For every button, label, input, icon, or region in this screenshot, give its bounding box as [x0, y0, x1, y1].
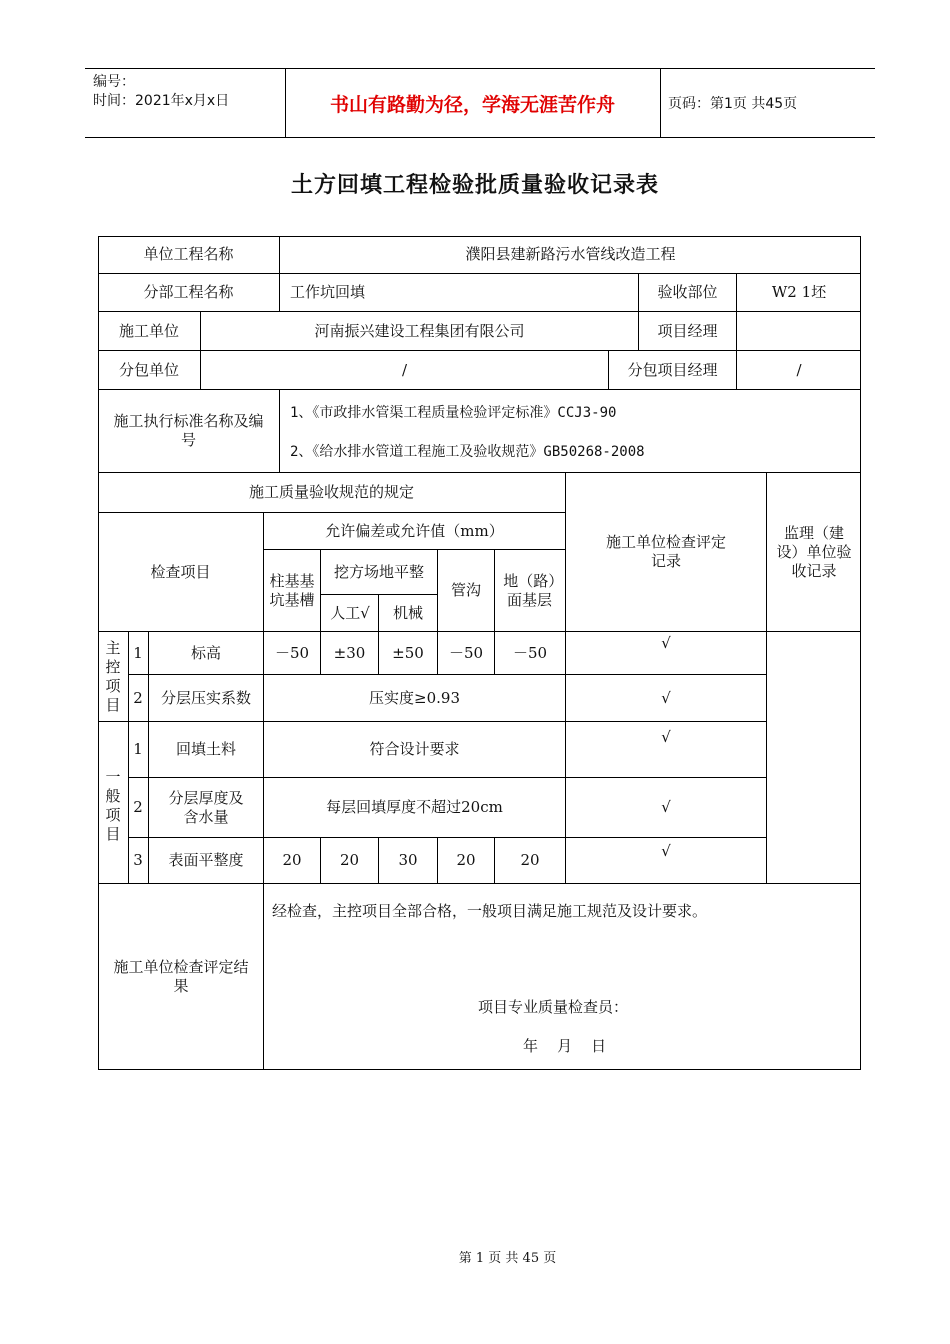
- col-machine: 机械: [392, 603, 423, 622]
- supervisor-check-header: 监理（建设）单位验收记录: [776, 523, 852, 580]
- row-value: 20: [282, 851, 302, 869]
- row-name: 表面平整度: [168, 851, 244, 869]
- row-no: 1: [133, 740, 143, 758]
- row-name: 回填土料: [175, 740, 236, 758]
- check-mark: √: [661, 727, 671, 746]
- row-value: 30: [398, 851, 418, 869]
- row-value: 20: [520, 851, 540, 869]
- inspection-form: [98, 236, 861, 1070]
- subcontractor-label: 分包单位: [118, 360, 179, 379]
- row-value: ±30: [333, 643, 366, 662]
- unit-project-label: 单位工程名称: [143, 245, 234, 263]
- page-footer: 第 1 页 共 45 页: [458, 1251, 557, 1266]
- page-header: [85, 68, 875, 138]
- row-value: －50: [512, 643, 548, 662]
- contractor-check-header: 施工单位检查评定记录: [605, 533, 726, 570]
- sub-project-label: 分部工程名称: [143, 283, 234, 301]
- col-road: 地（路）面基层: [503, 571, 556, 609]
- main-items-group: 主控项目: [105, 638, 121, 714]
- row-value: －50: [274, 643, 310, 662]
- row-name: 分层厚度及含水量: [168, 788, 244, 826]
- pm-value: [737, 312, 861, 350]
- sub-pm-value: /: [796, 360, 802, 379]
- row-no: 3: [133, 851, 143, 869]
- sub-project-value: 工作坑回填: [290, 283, 366, 301]
- col-excavation: 挖方场地平整: [333, 562, 424, 581]
- row-value: －50: [448, 643, 484, 662]
- col-trench: 管沟: [450, 581, 481, 599]
- row-value: 20: [339, 851, 360, 869]
- result-label: 施工单位检查评定结果: [113, 958, 249, 995]
- number-label: 编号：: [93, 74, 135, 90]
- row-merged-value: 每层回填厚度不超过20cm: [326, 798, 503, 816]
- sub-pm-label: 分包项目经理: [627, 360, 718, 379]
- row-value: 20: [456, 851, 476, 869]
- inspector-label: 项目专业质量检查员：: [478, 997, 629, 1016]
- page-info: 页码：第1页 共45页: [668, 96, 798, 112]
- contractor-label: 施工单位: [118, 321, 179, 340]
- spec-header: 施工质量验收规范的规定: [248, 483, 414, 501]
- subcontractor-value: /: [401, 360, 408, 379]
- check-mark: √: [661, 798, 671, 816]
- standard-label: 施工执行标准名称及编号: [113, 412, 264, 449]
- general-items-group: 一般项目: [105, 768, 121, 843]
- header-meta: [93, 73, 229, 111]
- page-title: 土方回填工程检验批质量验收记录表: [290, 173, 659, 198]
- pm-label: 项目经理: [657, 321, 718, 340]
- row-no: 1: [133, 643, 143, 662]
- contractor-value: 河南振兴建设工程集团有限公司: [314, 321, 525, 340]
- check-item-header: 检查项目: [150, 562, 211, 581]
- col-pit: 柱基基坑基槽: [269, 571, 315, 609]
- row-name: 标高: [190, 643, 221, 662]
- check-mark: √: [661, 841, 671, 860]
- check-mark: √: [661, 633, 671, 652]
- row-merged-value: 符合设计要求: [369, 740, 460, 758]
- unit-project-value: 濮阳县建新路污水管线改造工程: [465, 245, 676, 263]
- accept-part-label: 验收部位: [657, 283, 718, 301]
- result-text: 经检查，主控项目全部合格，一般项目满足施工规范及设计要求。: [272, 901, 708, 920]
- standard-1: 1、《市政排水管渠工程质量检验评定标准》CCJ3-90: [290, 404, 617, 421]
- accept-part-value: W2 1坯: [771, 283, 827, 301]
- tolerance-header: 允许偏差或允许值（mm）: [325, 521, 504, 540]
- header-divider: [660, 69, 661, 137]
- check-mark: √: [661, 688, 671, 707]
- sign-date: 年 月 日: [523, 1036, 607, 1055]
- time-label: 时间：2021年x月x日: [93, 93, 230, 109]
- standard-2: 2、《给水排水管道工程施工及验收规范》GB50268-2008: [290, 443, 645, 460]
- row-name: 分层压实系数: [160, 688, 251, 707]
- row-value: ±50: [392, 643, 424, 662]
- row-no: 2: [133, 688, 143, 707]
- row-merged-value: 压实度≥0.93: [369, 688, 460, 707]
- row-no: 2: [133, 798, 143, 816]
- col-manual: 人工√: [330, 603, 370, 622]
- slogan: 书山有路勤为径，学海无涯苦作舟: [329, 93, 615, 116]
